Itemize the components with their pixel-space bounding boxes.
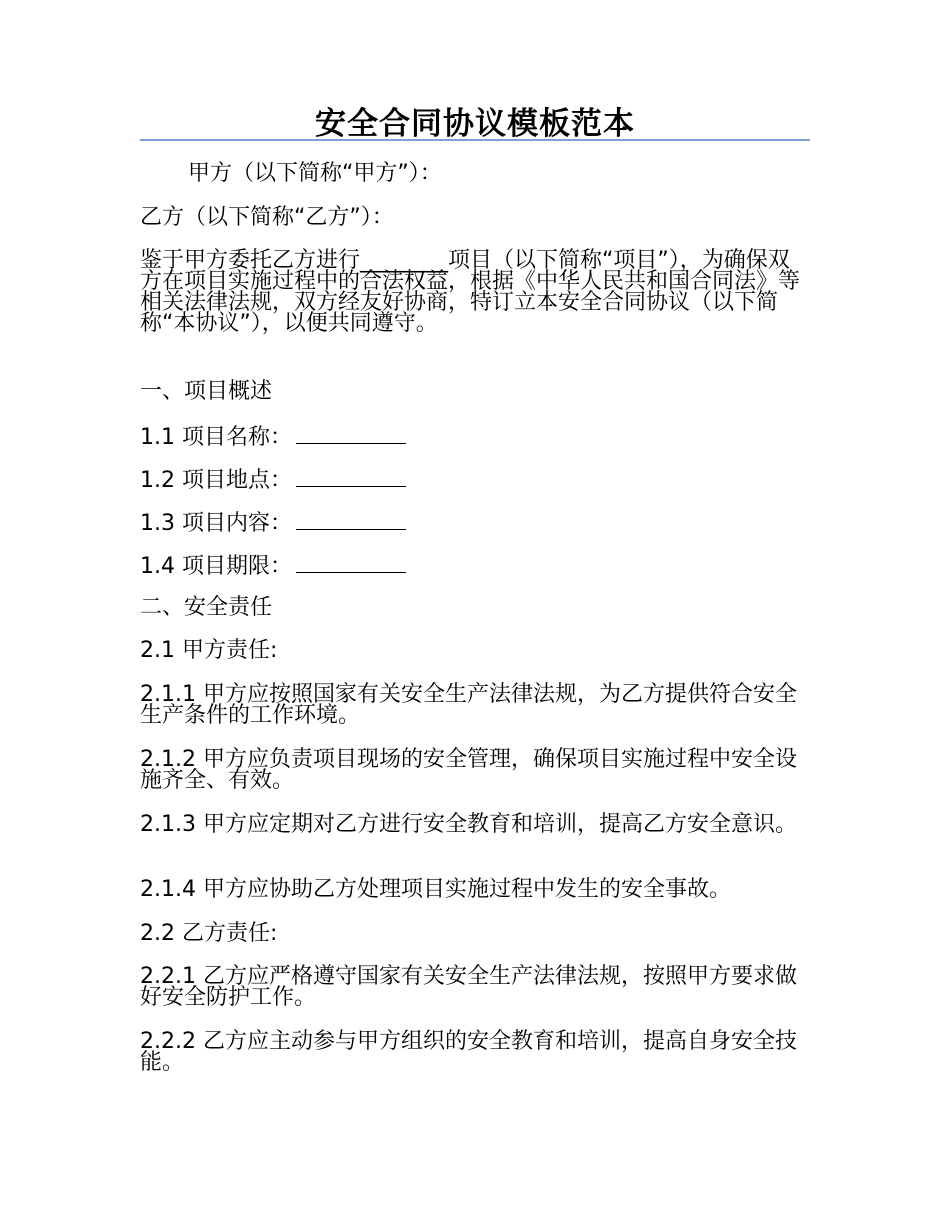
project-location-label: 1.2 项目地点： [140,468,292,493]
document-title: 安全合同协议模板范本 [315,106,635,142]
project-content-blank [296,507,406,530]
party-a-responsibility-heading: 2.1 甲方责任: [140,638,278,663]
project-location-row [140,464,820,495]
project-name-blank [296,421,406,444]
project-location-blank [296,464,406,487]
clause-2-1-3: 2.1.3 甲方应定期对乙方进行安全教育和培训，提高乙方安全意识。 [140,812,797,837]
party-b-responsibility-heading: 2.2 乙方责任: [140,921,278,946]
project-name-label: 1.1 项目名称： [140,425,292,450]
project-name-row [140,421,820,452]
project-content-label: 1.3 项目内容： [140,511,292,536]
party-b-line: 乙方（以下简称“乙方”）： [140,205,394,230]
project-term-blank [296,550,406,573]
preamble-paragraph: 鉴于甲方委托乙方进行________项目（以下简称“项目”），为确保双方在项目实施过程中的合法权益，根据《中华人民共和国合同法》等相关法律法规，双方经友好协商，特订立本安全合同协议（以下简称“本协议”），以便共同遵守。 [140,248,801,336]
clause-2-2-2: 2.2.2 乙方应主动参与甲方组织的安全教育和培训，提高自身安全技能。 [140,1029,797,1075]
section1-heading: 一、项目概述 [140,379,273,404]
title-underline [140,139,810,141]
section2-heading: 二、安全责任 [140,595,273,620]
project-term-label: 1.4 项目期限： [140,554,292,579]
project-content-row [140,507,820,538]
project-term-row [140,550,820,581]
clause-2-1-2: 2.1.2 甲方应负责项目现场的安全管理，确保项目实施过程中安全设施齐全、有效。 [140,747,797,793]
party-a-line: 甲方（以下简称“甲方”）： [188,161,442,186]
clause-2-1-4: 2.1.4 甲方应协助乙方处理项目实施过程中发生的安全事故。 [140,877,731,902]
clause-2-1-1: 2.1.1 甲方应按照国家有关安全生产法律法规，为乙方提供符合安全生产条件的工作环境。 [140,682,797,728]
clause-2-2-1: 2.2.1 乙方应严格遵守国家有关安全生产法律法规，按照甲方要求做好安全防护工作。 [140,964,797,1010]
